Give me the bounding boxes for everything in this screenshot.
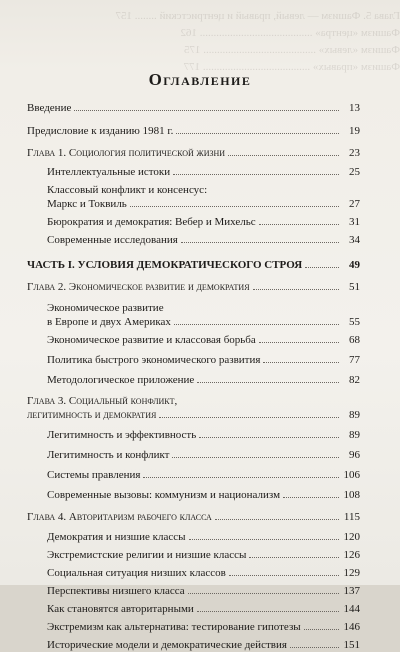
leader-dots bbox=[143, 477, 339, 478]
toc-entry-label: Современные исследования bbox=[47, 234, 178, 246]
toc-entry-label: Интеллектуальные истоки bbox=[47, 166, 171, 178]
toc-page-number: 77 bbox=[349, 354, 360, 366]
toc-entry-label: Введение bbox=[27, 102, 72, 114]
toc-entry-label: Исторические модели и демократические действия bbox=[47, 639, 287, 651]
toc-page-number: 129 bbox=[343, 567, 360, 579]
toc-entry-section[interactable] bbox=[27, 428, 360, 442]
toc-entry-label: Перспективы низшего класса bbox=[47, 585, 185, 597]
toc-page-number: 108 bbox=[343, 489, 360, 501]
toc-entry-chapter-4[interactable] bbox=[27, 510, 360, 524]
toc-page-number: 96 bbox=[349, 449, 360, 461]
toc-entry-section[interactable] bbox=[27, 638, 360, 652]
toc-entry-chapter-2[interactable] bbox=[27, 280, 360, 294]
toc-entry-introduction[interactable] bbox=[27, 101, 360, 115]
toc-entry-section[interactable] bbox=[27, 548, 360, 562]
leader-dots bbox=[215, 519, 339, 520]
toc-entry-label: Предисловие к изданию 1981 г. bbox=[27, 125, 174, 137]
leader-dots bbox=[172, 457, 339, 458]
toc-entry-label: Как становятся авторитарными bbox=[47, 603, 194, 615]
leader-dots bbox=[174, 324, 339, 325]
toc-page-number: 31 bbox=[349, 216, 360, 228]
toc-entry-section[interactable] bbox=[27, 315, 360, 329]
toc-page-number: 126 bbox=[343, 549, 360, 561]
leader-dots bbox=[197, 611, 339, 612]
toc-entry-label: Методологическое приложение bbox=[47, 374, 195, 386]
toc-page-number: 25 bbox=[349, 166, 360, 178]
toc-entry-section[interactable] bbox=[27, 584, 360, 598]
toc-page-number: 19 bbox=[349, 125, 360, 137]
toc-entry-label: Глава 2. Экономическое развитие и демократия bbox=[27, 281, 250, 293]
toc-entry-label-line1: Классовый конфликт и консенсус: bbox=[47, 184, 208, 196]
toc-entry-label: Демократия и низшие классы bbox=[47, 531, 186, 543]
toc-entry-label: Легитимность и эффективность bbox=[47, 429, 197, 441]
toc-entry-section[interactable] bbox=[27, 333, 360, 347]
toc-entry-label: Глава 4. Авторитаризм рабочего класса bbox=[27, 511, 212, 523]
leader-dots bbox=[305, 267, 339, 268]
toc-page-number: 51 bbox=[349, 281, 360, 293]
toc-page-number: 146 bbox=[343, 621, 360, 633]
leader-dots bbox=[263, 362, 339, 363]
leader-dots bbox=[173, 174, 339, 175]
toc-entry-label: Глава 1. Социология политической жизни bbox=[27, 147, 226, 159]
toc-entry-label: Социальная ситуация низших классов bbox=[47, 567, 226, 579]
leader-dots bbox=[199, 437, 339, 438]
leader-dots bbox=[249, 557, 339, 558]
table-of-contents bbox=[27, 101, 360, 652]
leader-dots bbox=[130, 206, 339, 207]
toc-page-number: 27 bbox=[349, 198, 360, 210]
toc-entry-label: Современные вызовы: коммунизм и национализм bbox=[47, 489, 281, 501]
leader-dots bbox=[304, 629, 339, 630]
toc-entry-section[interactable] bbox=[27, 215, 360, 229]
toc-entry-section[interactable] bbox=[27, 165, 360, 179]
toc-entry-section[interactable] bbox=[27, 197, 360, 211]
toc-entry-section[interactable] bbox=[27, 448, 360, 462]
toc-entry-section[interactable] bbox=[27, 566, 360, 580]
toc-entry-part-1[interactable] bbox=[27, 258, 360, 272]
leader-dots bbox=[197, 382, 339, 383]
leader-dots bbox=[259, 342, 339, 343]
toc-page-number: 115 bbox=[343, 511, 360, 523]
toc-page-number: 82 bbox=[349, 374, 360, 386]
leader-dots bbox=[176, 133, 339, 134]
toc-entry-section[interactable] bbox=[27, 602, 360, 616]
toc-entry-label-line1 bbox=[27, 395, 360, 408]
leader-dots bbox=[259, 224, 339, 225]
toc-page-number: 151 bbox=[343, 639, 360, 651]
bleed-through-text: Глава 5. Фашизм — левый, правый и центристский ........ 157 Фашизм «центра» ......................................... 162 Фашизм «левых» ......................................... 175 Фашизм «правых» ....................................... 177 bbox=[115, 10, 400, 73]
toc-entry-label: Маркс и Токвиль bbox=[47, 198, 127, 210]
toc-page-number: 120 bbox=[343, 531, 360, 543]
toc-page-number: 49 bbox=[349, 259, 360, 271]
leader-dots bbox=[228, 155, 339, 156]
toc-entry-section[interactable] bbox=[27, 468, 360, 482]
toc-entry-label: Экономическое развитие и классовая борьба bbox=[47, 334, 256, 346]
leader-dots bbox=[229, 575, 339, 576]
leader-dots bbox=[189, 539, 339, 540]
toc-entry-section[interactable] bbox=[27, 488, 360, 502]
toc-entry-section[interactable] bbox=[27, 530, 360, 544]
toc-page-number: 68 bbox=[349, 334, 360, 346]
toc-page-number: 34 bbox=[349, 234, 360, 246]
toc-page-number: 106 bbox=[343, 469, 360, 481]
chapter-3-line1: Глава 3. Социальный конфликт, bbox=[27, 395, 178, 407]
leader-dots bbox=[74, 110, 339, 111]
toc-entry-preface[interactable] bbox=[27, 124, 360, 138]
toc-entry-label: Политика быстрого экономического развития bbox=[47, 354, 261, 366]
toc-page-number: 13 bbox=[349, 102, 360, 114]
leader-dots bbox=[290, 647, 339, 648]
toc-entry-section[interactable] bbox=[27, 620, 360, 634]
toc-entry-label: Экстремистские религии и низшие классы bbox=[47, 549, 247, 561]
toc-entry-label: легитимность и демократия bbox=[27, 409, 157, 421]
toc-entry-label-line1: Экономическое развитие bbox=[47, 302, 164, 314]
leader-dots bbox=[253, 289, 339, 290]
toc-page-number: 89 bbox=[349, 429, 360, 441]
toc-page-number: 89 bbox=[349, 409, 360, 421]
toc-page-number: 55 bbox=[349, 316, 360, 328]
toc-entry-label: Бюрократия и демократия: Вебер и Михельс bbox=[47, 216, 256, 228]
toc-page-number: 137 bbox=[343, 585, 360, 597]
toc-entry-chapter-3[interactable] bbox=[27, 408, 360, 422]
leader-dots bbox=[181, 242, 339, 243]
toc-entry-label: в Европе и двух Америках bbox=[47, 316, 171, 328]
leader-dots bbox=[283, 497, 339, 498]
toc-page-number: 23 bbox=[349, 147, 360, 159]
toc-page-number: 144 bbox=[343, 603, 360, 615]
toc-entry-section[interactable] bbox=[27, 353, 360, 367]
toc-entry-section[interactable] bbox=[27, 373, 360, 387]
toc-entry-section[interactable] bbox=[27, 233, 360, 247]
leader-dots bbox=[159, 417, 339, 418]
leader-dots bbox=[188, 593, 339, 594]
toc-entry-label: Системы правления bbox=[47, 469, 141, 481]
toc-entry-chapter-1[interactable] bbox=[27, 146, 360, 160]
toc-entry-label: Легитимность и конфликт bbox=[47, 449, 170, 461]
page-title: Оглавление bbox=[148, 70, 252, 89]
toc-entry-label: Экстремизм как альтернатива: тестирование гипотезы bbox=[47, 621, 301, 633]
toc-entry-label: ЧАСТЬ I. УСЛОВИЯ ДЕМОКРАТИЧЕСКОГО СТРОЯ bbox=[27, 259, 303, 271]
